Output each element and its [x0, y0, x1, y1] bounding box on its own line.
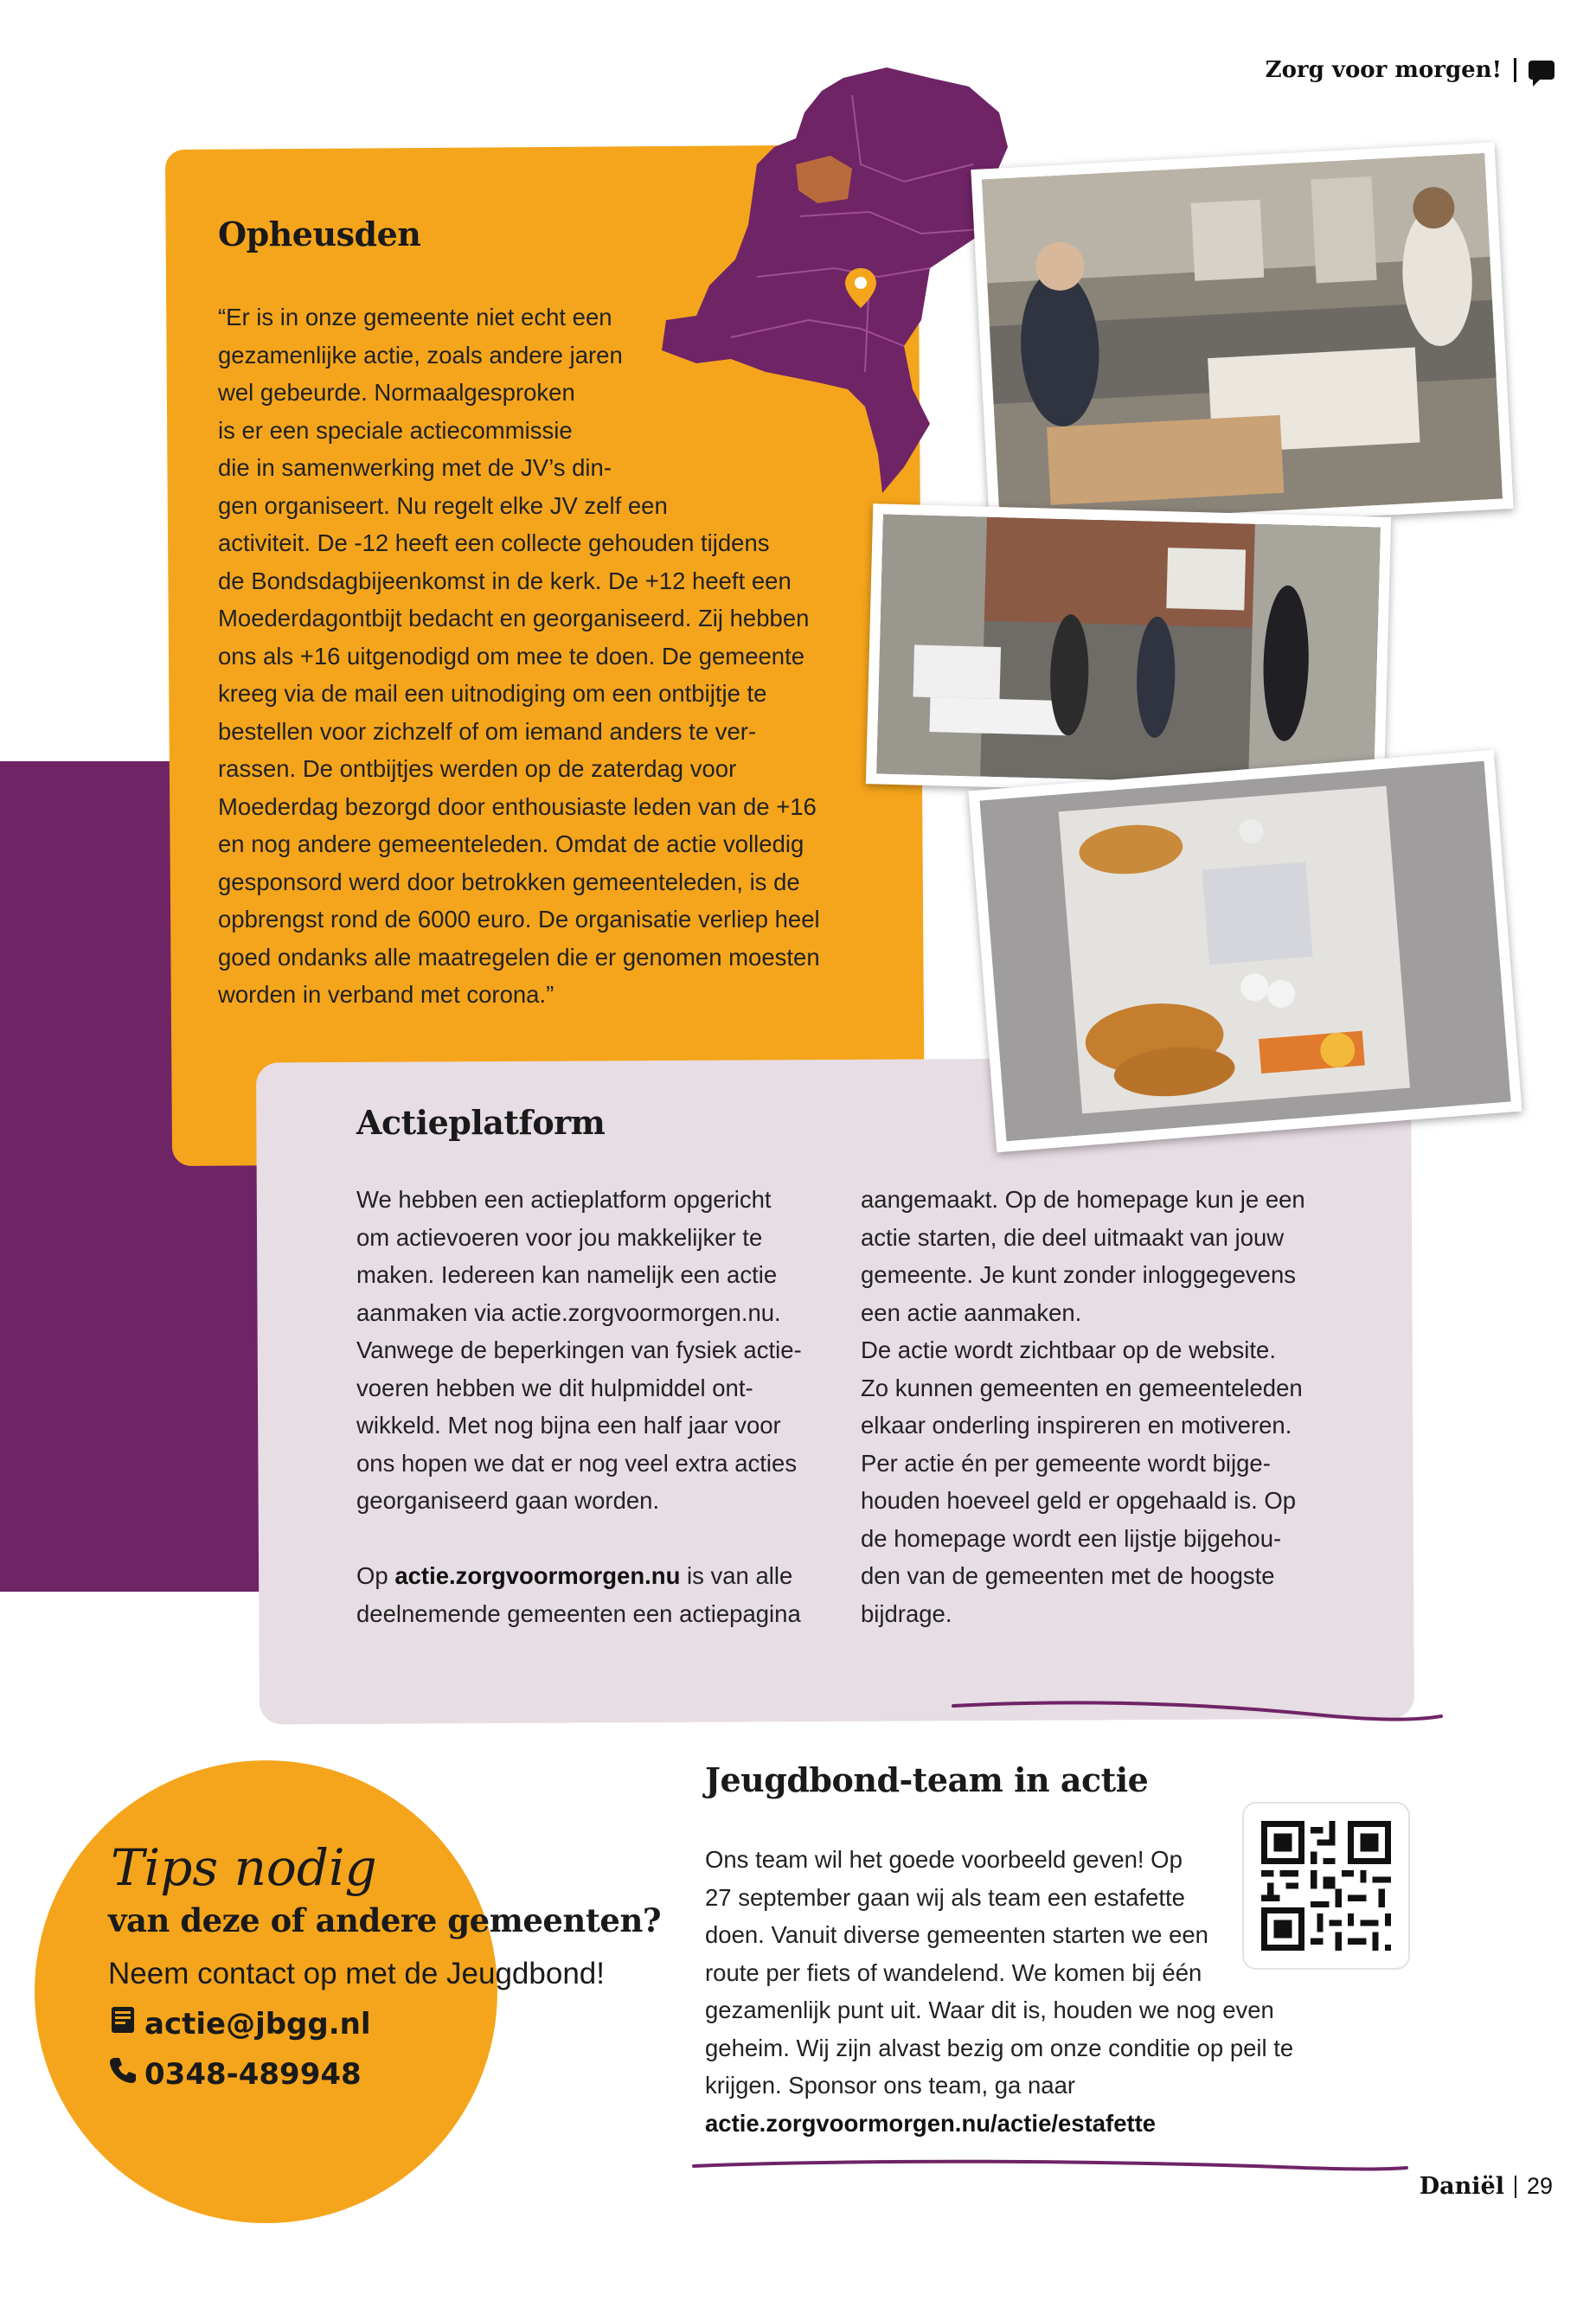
photo-volunteers-packing [971, 142, 1513, 535]
text-line: Vanwege de beperkingen van fysiek actie- [356, 1336, 802, 1363]
opheusden-title: Opheusden [218, 215, 421, 253]
text-line: den van de gemeenten met de hoogste [861, 1562, 1275, 1589]
actieplatform-title: Actieplatform [356, 1103, 606, 1142]
text-line [705, 2105, 1362, 2143]
text-line: bestellen voor zichzelf of om iemand anders te ver- [218, 717, 757, 745]
text-line: Per actie én per gemeente wordt bijge- [861, 1449, 1271, 1477]
text-line: bijdrage. [861, 1599, 952, 1627]
text-line: de Bondsdagbijeenkomst in de kerk. De +12 heeft een [218, 567, 792, 594]
running-header [1266, 57, 1554, 83]
email-contact[interactable] [108, 2005, 371, 2042]
divider-line [952, 1695, 1445, 1734]
text-fragment: is van alle [680, 1562, 793, 1589]
text-line: gemeente. Je kunt zonder inloggegevens [861, 1261, 1296, 1288]
text-line: om actievoeren voor jou makkelijker te [356, 1223, 763, 1251]
text-line: goed ondanks alle maatregelen die er genomen moesten [218, 943, 820, 971]
text-line: route per fiets of wandelend. We komen bij één [705, 1958, 1202, 1986]
header-divider [1514, 58, 1516, 82]
paragraph-gap [356, 1520, 841, 1558]
text-line: krijgen. Sponsor ons team, ga naar [705, 2072, 1076, 2099]
estafette-link[interactable]: actie.zorgvoormorgen.nu/actie/estafette [705, 2109, 1157, 2137]
platform-link[interactable]: actie.zorgvoormorgen.nu [394, 1562, 681, 1589]
email-address[interactable]: actie@jbgg.nl [144, 2006, 371, 2041]
text-line: actie starten, die deel uitmaakt van jouw [861, 1223, 1285, 1251]
text-line: rassen. De ontbijtjes werden op de zaterdag voor [218, 755, 737, 782]
text-line: activiteit. De -12 heeft een collecte gehouden tijdens [218, 529, 770, 556]
text-line: gezamenlijk punt uit. Waar dit is, houden we nog even [705, 1997, 1274, 2023]
text-line: die in samenwerking met de JV’s din- [218, 454, 612, 481]
header-title: Zorg voor morgen! [1265, 57, 1502, 83]
text-line: ons als +16 uitgenodigd om mee te doen. De gemeente [218, 642, 805, 670]
phone-number[interactable]: 0348-489948 [144, 2056, 362, 2092]
divider-line [692, 2154, 1410, 2184]
text-line [356, 1557, 841, 1595]
text-line: en nog andere gemeenteleden. Omdat de actie volledig [218, 830, 804, 857]
text-line: de homepage wordt een lijstje bijgehou- [861, 1524, 1282, 1552]
tips-subheading: van deze of andere gemeenten? [108, 1901, 662, 1939]
text-line: Moederdagontbijt bedacht en georganiseerd. Zij hebben [218, 605, 810, 631]
tips-circle [35, 1760, 497, 2223]
text-line: een actie aanmaken. [861, 1298, 1082, 1326]
phone-contact[interactable] [108, 2055, 362, 2093]
text-line: ons hopen we dat er nog veel extra acties [356, 1449, 798, 1477]
text-line: deelnemende gemeenten een actiepagina [356, 1599, 801, 1627]
text-line: De actie wordt zichtbaar op de website. [861, 1336, 1276, 1363]
text-line: Zo kunnen gemeenten en gemeenteleden [861, 1374, 1303, 1401]
text-line: “Er is in onze gemeente niet echt een [218, 304, 612, 330]
text-line: is er een speciale actiecommissie [218, 416, 573, 444]
tips-script-heading: Tips nodig [111, 1838, 377, 1897]
text-fragment: Op [356, 1562, 395, 1589]
text-line: kreeg via de mail een uitnodiging om een ontbijtje te [218, 680, 767, 707]
text-line: aangemaakt. Op de homepage kun je een [861, 1186, 1305, 1213]
text-line: We hebben een actieplatform opgericht [356, 1186, 772, 1213]
text-line: gesponsord werd door betrokken gemeenteleden, is de [218, 868, 800, 895]
qr-code[interactable] [1244, 1804, 1408, 1968]
page-footer [1420, 2173, 1553, 2200]
text-line: doen. Vanuit diverse gemeenten starten we een [705, 1921, 1208, 1948]
actieplatform-column-1 [356, 1181, 841, 1632]
text-line: aanmaken via actie.zorgvoormorgen.nu. [356, 1298, 781, 1326]
text-line: wikkeld. Met nog bijna een half jaar voor [356, 1412, 781, 1439]
text-line: voeren hebben we dit hulpmiddel ont- [356, 1374, 753, 1401]
text-line: 27 september gaan wij als team een estafette [705, 1883, 1185, 1911]
team-title: Jeugdbond-team in actie [705, 1760, 1149, 1799]
footer-divider [1515, 2176, 1516, 2198]
text-line: worden in verband met corona.” [218, 981, 554, 1008]
text-line: elkaar onderling inspireren en motiveren. [861, 1412, 1292, 1439]
page-number: 29 [1526, 2173, 1553, 2199]
text-line: georganiseerd gaan worden. [356, 1487, 660, 1514]
text-line: geheim. Wij zijn alvast bezig om onze conditie op peil te [705, 2034, 1294, 2061]
speech-bubble-icon [1529, 61, 1554, 80]
qr-code-icon [1261, 1821, 1391, 1951]
text-line: Moederdag bezorgd door enthousiaste leden van de +16 [218, 792, 817, 820]
text-line: gezamenlijke actie, zoals andere jaren [218, 341, 623, 369]
text-line: wel gebeurde. Normaalgesproken [218, 379, 575, 406]
tips-contact-line: Neem contact op met de Jeugdbond! [108, 1957, 605, 1990]
text-line: Ons team wil het goede voorbeeld geven! Op [705, 1846, 1183, 1873]
text-line: opbrengst rond de 6000 euro. De organisatie verliep heel [218, 906, 820, 933]
text-line: gen organiseert. Nu regelt elke JV zelf een [218, 491, 668, 519]
text-line: houden hoeveel geld er opgehaald is. Op [861, 1487, 1297, 1514]
phone-icon [108, 2055, 138, 2093]
mail-icon [108, 2005, 138, 2042]
photo-hall-preparation [866, 503, 1391, 798]
magazine-name: Daniël [1419, 2173, 1504, 2200]
text-line: maken. Iedereen kan namelijk een actie [356, 1261, 778, 1288]
actieplatform-column-2 [861, 1181, 1354, 1632]
photo-breakfast-box [969, 750, 1522, 1152]
opheusden-quote [218, 298, 841, 1014]
